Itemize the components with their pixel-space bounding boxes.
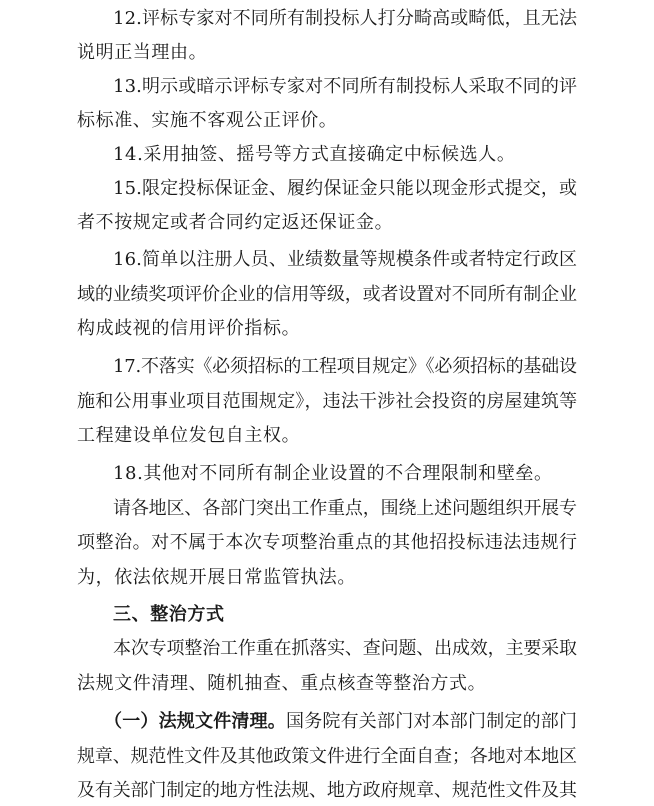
instruction-line-3: 为，依法依规开展日常监管执法。 [77,567,356,588]
item-16-line-1: 16.简单以注册人员、业绩数量等规模条件或者特定行政区 [113,249,578,270]
item-12-line-2: 说明正当理由。 [77,42,208,63]
item-17-line-3: 工程建设单位发包自主权。 [77,425,301,446]
item-15-line-2: 者不按规定或者合同约定返还保证金。 [77,212,394,233]
subsection-line-3: 及有关部门制定的地方性法规、地方政府规章、规范性文件及其 [77,780,577,801]
item-16-line-3: 构成歧视的信用评价指标。 [77,318,301,339]
method-line-1: 本次专项整治工作重在抓落实、查问题、出成效，主要采取 [113,638,577,659]
item-16-line-2: 域的业绩奖项评价企业的信用等级，或者设置对不同所有制企业 [77,284,577,305]
subsection-text-1: 国务院有关部门对本部门制定的部门 [286,711,578,732]
section-heading: 三、整治方式 [113,604,225,625]
item-13-line-1: 13.明示或暗示评标专家对不同所有制投标人采取不同的评 [113,76,578,97]
item-18-line-1: 18.其他对不同所有制企业设置的不合理限制和壁垒。 [113,463,553,484]
method-line-2: 法规文件清理、随机抽查、重点核查等整治方式。 [77,673,487,694]
subsection-label: （一）法规文件清理。 [104,711,286,732]
instruction-line-1: 请各地区、各部门突出工作重点，围绕上述问题组织开展专 [113,498,577,519]
item-14-line-1: 14.采用抽签、摇号等方式直接确定中标候选人。 [113,144,516,165]
item-17-line-1: 17.不落实《必须招标的工程项目规定》《必须招标的基础设 [113,356,577,377]
subsection-line-1 [104,707,577,737]
item-12-line-1: 12.评标专家对不同所有制投标人打分畸高或畸低，且无法 [113,8,578,29]
item-17-line-2: 施和公用事业项目范围规定》，违法干涉社会投资的房屋建筑等 [77,391,578,412]
subsection-line-2: 规章、规范性文件及其他政策文件进行全面自查；各地对本地区 [77,746,577,767]
item-15-line-1: 15.限定投标保证金、履约保证金只能以现金形式提交，或 [113,178,578,199]
item-13-line-2: 标标准、实施不客观公正评价。 [77,110,338,131]
instruction-line-2: 项整治。对不属于本次专项整治重点的其他招投标违法违规行 [77,532,578,553]
